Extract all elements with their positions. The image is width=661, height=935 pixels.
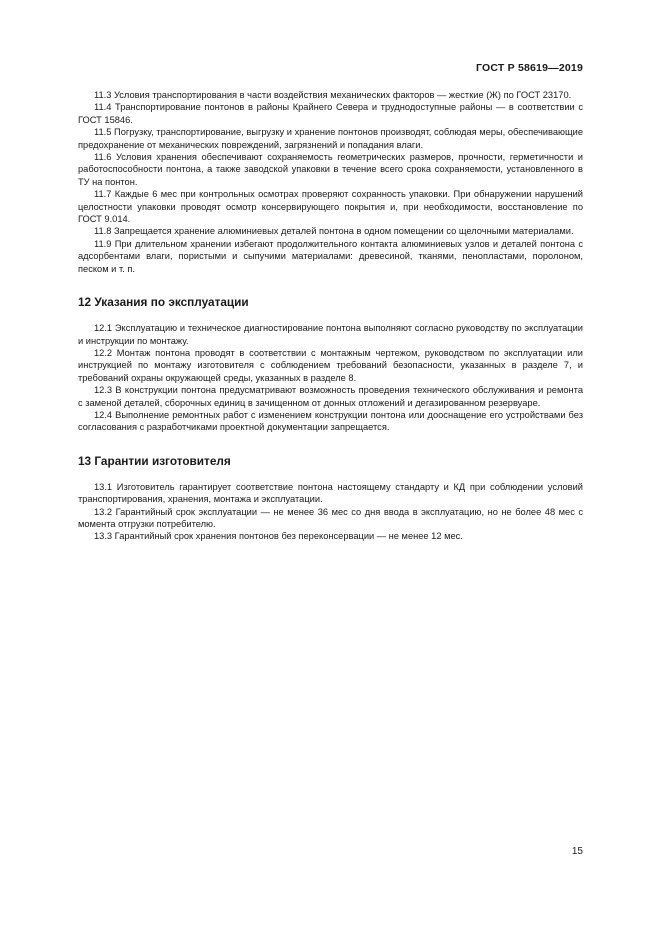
paragraph-11-9: 11.9 При длительном хранении избегают продолжительного контакта алюминиевых узлов и деталей понтона с адсорбентами влаги, пористыми и сыпучими материалами: древесиной, тканями, пенопластами, поролоном, песком и т. п.	[78, 238, 583, 274]
paragraph-12-1: 12.1 Эксплуатацию и техническое диагностирование понтона выполняют согласно руководству по эксплуатации и инструкции по монтажу.	[78, 323, 583, 346]
paragraph-12-3: 12.3 В конструкции понтона предусматривают возможность проведения технического обслуживания и ремонта с заменой деталей, сборочных единиц в зачищенном от донных отложений и дегазированном резервуаре.	[78, 385, 583, 408]
paragraph-11-7: 11.7 Каждые 6 мес при контрольных осмотрах проверяют сохранность упаковки. При обнаружении нарушений целостности упаковки проводят осмотр консервирующего покрытия и, при необходимости, восстановление по ГОСТ 9.014.	[78, 189, 583, 225]
paragraph-11-5: 11.5 Погрузку, транспортирование, выгрузку и хранение понтонов производят, соблюдая меры, обеспечивающие предохранение от механических повреждений, загрязнений и попадания влаги.	[78, 127, 583, 150]
paragraph-11-4: 11.4 Транспортирование понтонов в районы Крайнего Севера и труднодоступные районы — в соответствии с ГОСТ 15846.	[78, 102, 583, 125]
paragraph-11-6: 11.6 Условия хранения обеспечивают сохраняемость геометрических размеров, прочности, герметичности и работоспособности понтона, а также заводской упаковки в течение всего срока сохраняемости, установленного в ТУ на понтон.	[78, 152, 583, 187]
paragraph-12-2: 12.2 Монтаж понтона проводят в соответствии с монтажным чертежом, руководством по эксплуатации или инструкцией по монтажу изготовителя с соблюдением требований безопасности, указанных в разделе 7, и требований охраны окружающей среды, указанных в разделе 8.	[78, 347, 583, 383]
paragraph-13-3: 13.3 Гарантийный срок хранения понтонов без переконсервации — не менее 12 мес.	[94, 531, 463, 542]
paragraph-12-4: 12.4 Выполнение ремонтных работ с изменением конструкции понтона или дооснащение его устройствами без согласования с разработчиками проектной документации запрещается.	[78, 409, 583, 433]
paragraph-11-8: 11.8 Запрещается хранение алюминиевых деталей понтона в одном помещении со щелочными материалами.	[94, 226, 574, 237]
paragraph-11-3: 11.3 Условия транспортирования в части воздействия механических факторов — жесткие (Ж) по ГОСТ 23170.	[94, 90, 572, 100]
page-number: 15	[571, 846, 583, 857]
section-12	[78, 295, 583, 434]
section-13	[78, 454, 583, 543]
document-header: ГОСТ Р 58619—2019	[475, 62, 583, 74]
section-13-title: 13 Гарантии изготовителя	[78, 453, 231, 468]
document-body	[78, 89, 583, 543]
paragraph-13-2: 13.2 Гарантийный срок эксплуатации — не менее 36 мес со дня ввода в эксплуатацию, но не более 48 мес с момента отгрузки потребителю.	[78, 506, 583, 529]
paragraph-13-1: 13.1 Изготовитель гарантирует соответствие понтона настоящему стандарту и КД при соблюдении условий транспортирования, хранения, монтажа и эксплуатации.	[78, 481, 583, 505]
section-11-continued	[78, 89, 583, 275]
section-12-title: 12 Указания по эксплуатации	[78, 295, 249, 310]
